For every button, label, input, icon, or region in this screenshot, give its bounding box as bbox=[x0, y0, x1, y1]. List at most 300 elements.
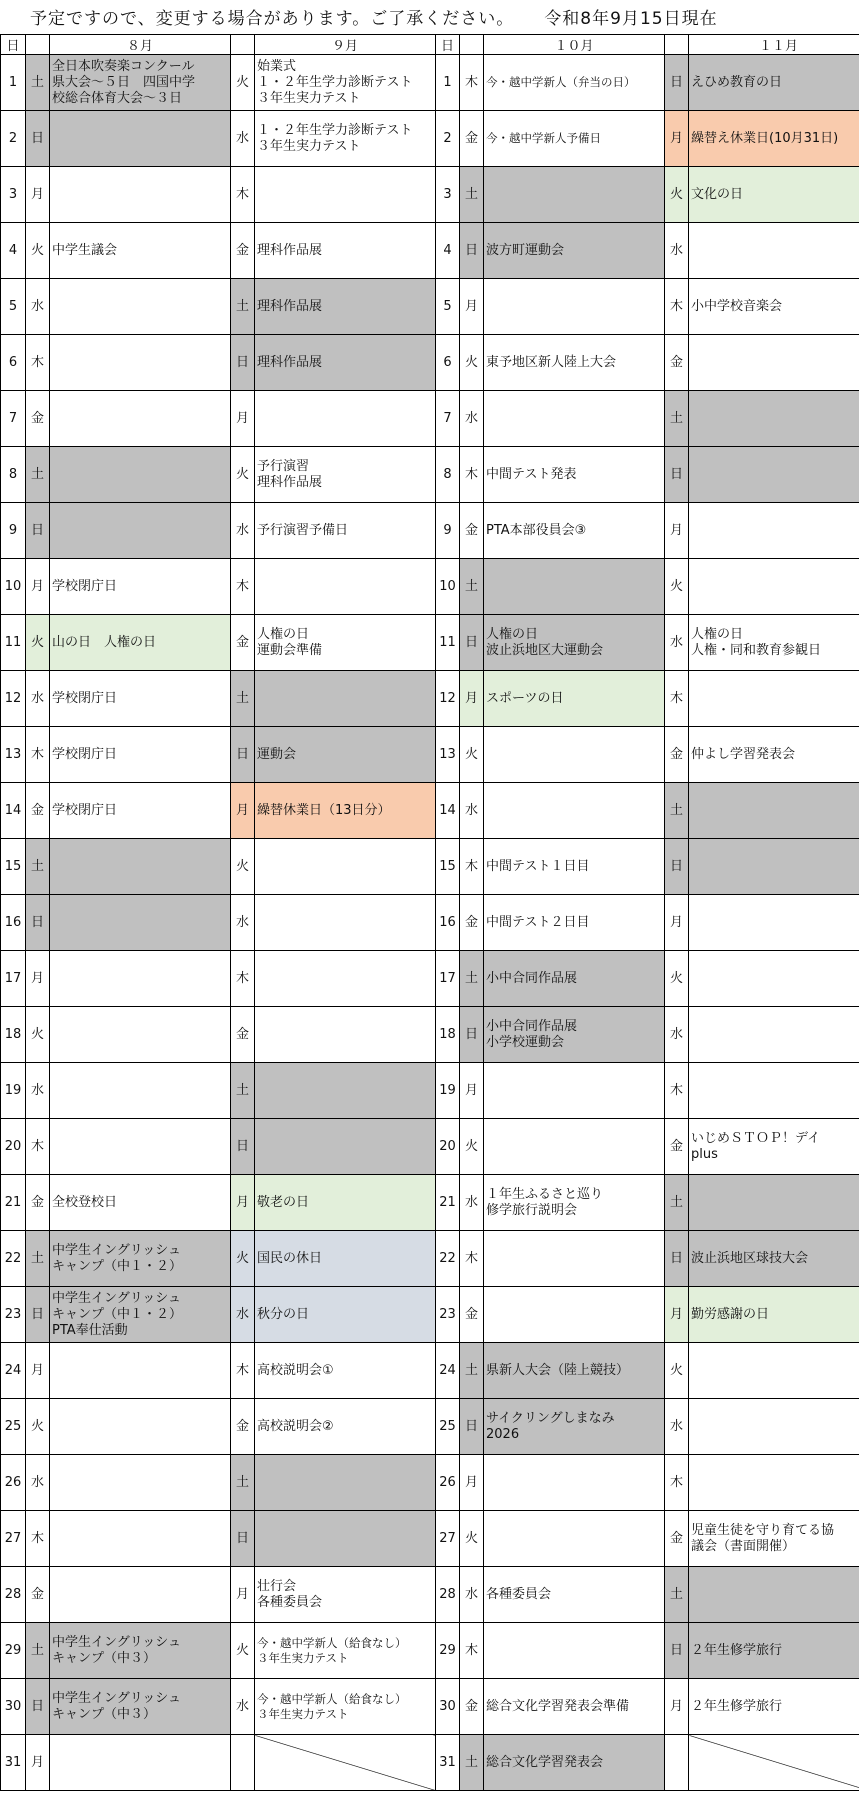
day-number-2: 3 bbox=[436, 167, 460, 223]
event-sep bbox=[255, 1511, 436, 1567]
calendar-row bbox=[1, 391, 859, 447]
event-sep: 理科作品展 bbox=[255, 335, 436, 391]
weekday-nov: 日 bbox=[665, 55, 689, 111]
weekday-oct: 木 bbox=[460, 55, 484, 111]
event-aug: 学校閉庁日 bbox=[50, 727, 231, 783]
weekday-sep bbox=[231, 1735, 255, 1791]
weekday-oct: 月 bbox=[460, 1455, 484, 1511]
weekday-sep: 火 bbox=[231, 55, 255, 111]
event-sep: 理科作品展 bbox=[255, 223, 436, 279]
day-number-2: 8 bbox=[436, 447, 460, 503]
weekday-sep: 火 bbox=[231, 447, 255, 503]
event-sep: 予行演習 理科作品展 bbox=[255, 447, 436, 503]
day-number: 4 bbox=[1, 223, 26, 279]
weekday-nov: 日 bbox=[665, 447, 689, 503]
event-aug: 全日本吹奏楽コンクール 県大会～５日 四国中学 校総合体育大会～３日 bbox=[50, 55, 231, 111]
day-number: 20 bbox=[1, 1119, 26, 1175]
weekday-sep: 日 bbox=[231, 727, 255, 783]
calendar-row bbox=[1, 503, 859, 559]
event-oct bbox=[484, 1455, 665, 1511]
event-aug bbox=[50, 951, 231, 1007]
calendar-row bbox=[1, 559, 859, 615]
weekday-oct: 金 bbox=[460, 503, 484, 559]
event-aug bbox=[50, 391, 231, 447]
weekday-sep: 木 bbox=[231, 167, 255, 223]
weekday-aug: 月 bbox=[26, 1343, 50, 1399]
weekday-sep: 日 bbox=[231, 1119, 255, 1175]
weekday-sep: 金 bbox=[231, 1399, 255, 1455]
calendar-row bbox=[1, 1567, 859, 1623]
event-oct bbox=[484, 783, 665, 839]
event-oct: 小中合同作品展 bbox=[484, 951, 665, 1007]
weekday-aug: 火 bbox=[26, 615, 50, 671]
day-number-2: 13 bbox=[436, 727, 460, 783]
event-oct bbox=[484, 1287, 665, 1343]
calendar-row bbox=[1, 1231, 859, 1287]
weekday-sep: 土 bbox=[231, 1455, 255, 1511]
event-sep bbox=[255, 391, 436, 447]
day-number-2: 9 bbox=[436, 503, 460, 559]
event-nov: 仲よし学習発表会 bbox=[689, 727, 859, 783]
event-aug: 山の日 人権の日 bbox=[50, 615, 231, 671]
weekday-sep: 日 bbox=[231, 1511, 255, 1567]
calendar-row bbox=[1, 1735, 859, 1791]
event-nov bbox=[689, 447, 859, 503]
event-sep: 人権の日 運動会準備 bbox=[255, 615, 436, 671]
weekday-nov: 土 bbox=[665, 1567, 689, 1623]
event-nov bbox=[689, 839, 859, 895]
event-nov: 人権の日 人権・同和教育参観日 bbox=[689, 615, 859, 671]
event-sep: 敬老の日 bbox=[255, 1175, 436, 1231]
day-number: 29 bbox=[1, 1623, 26, 1679]
event-oct bbox=[484, 391, 665, 447]
day-header: 日 bbox=[1, 35, 26, 55]
day-number: 19 bbox=[1, 1063, 26, 1119]
event-aug bbox=[50, 447, 231, 503]
weekday-aug: 水 bbox=[26, 1455, 50, 1511]
day-number: 15 bbox=[1, 839, 26, 895]
day-number: 7 bbox=[1, 391, 26, 447]
weekday-nov: 月 bbox=[665, 895, 689, 951]
weekday-sep: 水 bbox=[231, 1679, 255, 1735]
weekday-oct: 水 bbox=[460, 391, 484, 447]
weekday-aug: 木 bbox=[26, 335, 50, 391]
day-number-2: 23 bbox=[436, 1287, 460, 1343]
weekday-nov: 土 bbox=[665, 1175, 689, 1231]
calendar-row bbox=[1, 447, 859, 503]
weekday-aug: 月 bbox=[26, 1735, 50, 1791]
weekday-nov: 金 bbox=[665, 1119, 689, 1175]
event-oct: 波方町運動会 bbox=[484, 223, 665, 279]
month-header-sep: ９月 bbox=[255, 35, 436, 55]
event-nov bbox=[689, 783, 859, 839]
weekday-aug: 水 bbox=[26, 671, 50, 727]
weekday-sep: 月 bbox=[231, 783, 255, 839]
day-number: 27 bbox=[1, 1511, 26, 1567]
day-number: 2 bbox=[1, 111, 26, 167]
event-nov bbox=[689, 391, 859, 447]
weekday-oct: 火 bbox=[460, 727, 484, 783]
day-number-2: 29 bbox=[436, 1623, 460, 1679]
event-nov bbox=[689, 951, 859, 1007]
weekday-nov: 水 bbox=[665, 615, 689, 671]
weekday-oct: 土 bbox=[460, 559, 484, 615]
event-nov: ２年生修学旅行 bbox=[689, 1623, 859, 1679]
event-oct bbox=[484, 167, 665, 223]
weekday-oct: 木 bbox=[460, 1623, 484, 1679]
event-aug bbox=[50, 1567, 231, 1623]
event-sep: 今・越中学新人（給食なし） ３年生実力テスト bbox=[255, 1623, 436, 1679]
event-aug bbox=[50, 1455, 231, 1511]
day-number-2: 14 bbox=[436, 783, 460, 839]
day-number: 17 bbox=[1, 951, 26, 1007]
event-sep bbox=[255, 1455, 436, 1511]
calendar-row bbox=[1, 1287, 859, 1343]
calendar-row bbox=[1, 111, 859, 167]
day-number: 26 bbox=[1, 1455, 26, 1511]
day-number-2: 27 bbox=[436, 1511, 460, 1567]
weekday-aug: 木 bbox=[26, 727, 50, 783]
weekday-aug: 水 bbox=[26, 1063, 50, 1119]
day-number-2: 7 bbox=[436, 391, 460, 447]
weekday-nov: 日 bbox=[665, 839, 689, 895]
event-nov: 小中学校音楽会 bbox=[689, 279, 859, 335]
event-sep: 繰替休業日（13日分） bbox=[255, 783, 436, 839]
event-aug bbox=[50, 335, 231, 391]
weekday-nov: 木 bbox=[665, 671, 689, 727]
event-aug: 中学生イングリッシュ キャンプ（中３） bbox=[50, 1679, 231, 1735]
calendar-row bbox=[1, 1455, 859, 1511]
weekday-nov: 月 bbox=[665, 503, 689, 559]
event-aug bbox=[50, 895, 231, 951]
weekday-aug: 土 bbox=[26, 1623, 50, 1679]
event-oct: スポーツの日 bbox=[484, 671, 665, 727]
weekday-oct: 木 bbox=[460, 447, 484, 503]
event-oct: 東予地区新人陸上大会 bbox=[484, 335, 665, 391]
event-sep bbox=[255, 559, 436, 615]
weekday-aug: 土 bbox=[26, 447, 50, 503]
day-number: 12 bbox=[1, 671, 26, 727]
weekday-oct: 水 bbox=[460, 1567, 484, 1623]
weekday-aug: 木 bbox=[26, 1511, 50, 1567]
weekday-sep: 木 bbox=[231, 1343, 255, 1399]
weekday-aug: 日 bbox=[26, 111, 50, 167]
event-sep bbox=[255, 1007, 436, 1063]
weekday-oct: 日 bbox=[460, 1399, 484, 1455]
event-oct: 中間テスト発表 bbox=[484, 447, 665, 503]
event-aug bbox=[50, 1735, 231, 1791]
event-aug bbox=[50, 1007, 231, 1063]
event-nov bbox=[689, 671, 859, 727]
event-sep: 高校説明会① bbox=[255, 1343, 436, 1399]
event-oct: 中間テスト１日目 bbox=[484, 839, 665, 895]
event-nov bbox=[689, 1343, 859, 1399]
weekday-oct: 月 bbox=[460, 279, 484, 335]
day-number-2: 12 bbox=[436, 671, 460, 727]
event-sep bbox=[255, 895, 436, 951]
day-number: 8 bbox=[1, 447, 26, 503]
day-number-2: 24 bbox=[436, 1343, 460, 1399]
calendar-table bbox=[0, 34, 859, 1791]
calendar-row bbox=[1, 55, 859, 111]
weekday-sep: 火 bbox=[231, 1623, 255, 1679]
event-nov bbox=[689, 503, 859, 559]
weekday-aug: 月 bbox=[26, 167, 50, 223]
weekday-oct: 火 bbox=[460, 1119, 484, 1175]
weekday-aug: 火 bbox=[26, 1007, 50, 1063]
as-of-date: 令和8年9月15日現在 bbox=[544, 9, 718, 29]
weekday-oct: 木 bbox=[460, 1231, 484, 1287]
event-aug bbox=[50, 1063, 231, 1119]
event-oct: 総合文化学習発表会準備 bbox=[484, 1679, 665, 1735]
weekday-nov: 水 bbox=[665, 223, 689, 279]
day-number: 24 bbox=[1, 1343, 26, 1399]
day-number-2: 16 bbox=[436, 895, 460, 951]
weekday-sep: 水 bbox=[231, 895, 255, 951]
event-oct: PTA本部役員会③ bbox=[484, 503, 665, 559]
event-aug: 中学生イングリッシュ キャンプ（中３） bbox=[50, 1623, 231, 1679]
event-nov bbox=[689, 1399, 859, 1455]
weekday-oct: 土 bbox=[460, 951, 484, 1007]
nonexistent-day-sep bbox=[255, 1735, 436, 1791]
event-nov: 文化の日 bbox=[689, 167, 859, 223]
day-number-2: 6 bbox=[436, 335, 460, 391]
weekday-sep: 水 bbox=[231, 1287, 255, 1343]
weekday-sep: 火 bbox=[231, 1231, 255, 1287]
weekday-aug: 日 bbox=[26, 895, 50, 951]
weekday-aug: 月 bbox=[26, 559, 50, 615]
month-header-nov-dow bbox=[665, 35, 689, 55]
day-number: 1 bbox=[1, 55, 26, 111]
event-sep bbox=[255, 951, 436, 1007]
day-number-2: 10 bbox=[436, 559, 460, 615]
event-nov bbox=[689, 1063, 859, 1119]
day-number: 10 bbox=[1, 559, 26, 615]
weekday-sep: 土 bbox=[231, 1063, 255, 1119]
event-sep: 壮行会 各種委員会 bbox=[255, 1567, 436, 1623]
event-aug bbox=[50, 1511, 231, 1567]
weekday-nov: 火 bbox=[665, 167, 689, 223]
weekday-nov: 木 bbox=[665, 1063, 689, 1119]
weekday-oct: 土 bbox=[460, 167, 484, 223]
weekday-sep: 月 bbox=[231, 391, 255, 447]
weekday-aug: 日 bbox=[26, 1287, 50, 1343]
event-oct bbox=[484, 1511, 665, 1567]
day-number: 28 bbox=[1, 1567, 26, 1623]
weekday-aug: 金 bbox=[26, 1567, 50, 1623]
weekday-nov: 火 bbox=[665, 1343, 689, 1399]
weekday-oct: 水 bbox=[460, 783, 484, 839]
event-nov bbox=[689, 1567, 859, 1623]
event-aug: 中学生議会 bbox=[50, 223, 231, 279]
weekday-nov: 金 bbox=[665, 335, 689, 391]
calendar-row bbox=[1, 1007, 859, 1063]
calendar-row bbox=[1, 1119, 859, 1175]
notice-text: 予定ですので、変更する場合があります。ご了承ください。 bbox=[30, 9, 515, 29]
event-nov: いじめＳＴＯＰ！デイ plus bbox=[689, 1119, 859, 1175]
weekday-oct: 火 bbox=[460, 335, 484, 391]
month-header-oct: １０月 bbox=[484, 35, 665, 55]
event-oct: 今・越中学新人（弁当の日） bbox=[484, 55, 665, 111]
event-oct: １年生ふるさと巡り 修学旅行説明会 bbox=[484, 1175, 665, 1231]
calendar-row bbox=[1, 951, 859, 1007]
calendar-row bbox=[1, 783, 859, 839]
event-nov: ２年生修学旅行 bbox=[689, 1679, 859, 1735]
event-aug bbox=[50, 1119, 231, 1175]
event-oct: 今・越中学新人予備日 bbox=[484, 111, 665, 167]
calendar-row bbox=[1, 671, 859, 727]
event-oct bbox=[484, 1231, 665, 1287]
day-number-2: 2 bbox=[436, 111, 460, 167]
event-sep bbox=[255, 1063, 436, 1119]
day-number: 14 bbox=[1, 783, 26, 839]
calendar-row bbox=[1, 223, 859, 279]
weekday-nov: 月 bbox=[665, 111, 689, 167]
event-oct: 県新人大会（陸上競技） bbox=[484, 1343, 665, 1399]
event-oct: サイクリングしまなみ 2026 bbox=[484, 1399, 665, 1455]
weekday-nov: 土 bbox=[665, 783, 689, 839]
weekday-sep: 金 bbox=[231, 223, 255, 279]
event-sep: 国民の休日 bbox=[255, 1231, 436, 1287]
calendar-row bbox=[1, 839, 859, 895]
event-aug bbox=[50, 1343, 231, 1399]
day-number: 22 bbox=[1, 1231, 26, 1287]
event-nov bbox=[689, 559, 859, 615]
event-sep bbox=[255, 167, 436, 223]
notice-line bbox=[0, 0, 859, 34]
event-aug bbox=[50, 1399, 231, 1455]
event-sep: 今・越中学新人（給食なし） ３年生実力テスト bbox=[255, 1679, 436, 1735]
weekday-nov: 金 bbox=[665, 727, 689, 783]
weekday-aug: 日 bbox=[26, 1679, 50, 1735]
weekday-oct: 日 bbox=[460, 223, 484, 279]
day-number: 3 bbox=[1, 167, 26, 223]
weekday-sep: 水 bbox=[231, 503, 255, 559]
day-number: 9 bbox=[1, 503, 26, 559]
header-row bbox=[1, 35, 859, 55]
weekday-aug: 木 bbox=[26, 1119, 50, 1175]
weekday-aug: 金 bbox=[26, 783, 50, 839]
weekday-nov: 木 bbox=[665, 279, 689, 335]
calendar-row bbox=[1, 1175, 859, 1231]
event-sep: １・２年生学力診断テスト ３年生実力テスト bbox=[255, 111, 436, 167]
day-number: 16 bbox=[1, 895, 26, 951]
event-oct: 人権の日 波止浜地区大運動会 bbox=[484, 615, 665, 671]
day-number-2: 21 bbox=[436, 1175, 460, 1231]
calendar-body bbox=[1, 55, 859, 1791]
calendar-row bbox=[1, 1679, 859, 1735]
event-sep bbox=[255, 671, 436, 727]
month-header-sep-dow bbox=[231, 35, 255, 55]
event-oct bbox=[484, 1063, 665, 1119]
day-header-2: 日 bbox=[436, 35, 460, 55]
event-nov: 繰替え休業日(10月31日) bbox=[689, 111, 859, 167]
nonexistent-day-nov bbox=[689, 1735, 859, 1791]
calendar-row bbox=[1, 1343, 859, 1399]
event-aug bbox=[50, 111, 231, 167]
event-sep bbox=[255, 839, 436, 895]
weekday-aug: 火 bbox=[26, 223, 50, 279]
day-number: 5 bbox=[1, 279, 26, 335]
weekday-oct: 木 bbox=[460, 839, 484, 895]
weekday-sep: 火 bbox=[231, 839, 255, 895]
calendar-row bbox=[1, 1063, 859, 1119]
event-sep: 秋分の日 bbox=[255, 1287, 436, 1343]
weekday-oct: 火 bbox=[460, 1511, 484, 1567]
event-aug bbox=[50, 279, 231, 335]
weekday-nov: 木 bbox=[665, 1455, 689, 1511]
event-sep: 始業式 １・２年生学力診断テスト ３年生実力テスト bbox=[255, 55, 436, 111]
weekday-oct: 月 bbox=[460, 1063, 484, 1119]
event-aug: 中学生イングリッシュ キャンプ（中１・２） bbox=[50, 1231, 231, 1287]
month-header-aug: ８月 bbox=[50, 35, 231, 55]
weekday-aug: 金 bbox=[26, 391, 50, 447]
weekday-sep: 金 bbox=[231, 615, 255, 671]
day-number: 13 bbox=[1, 727, 26, 783]
day-number-2: 5 bbox=[436, 279, 460, 335]
weekday-sep: 水 bbox=[231, 111, 255, 167]
event-aug: 学校閉庁日 bbox=[50, 783, 231, 839]
weekday-oct: 金 bbox=[460, 1287, 484, 1343]
day-number-2: 1 bbox=[436, 55, 460, 111]
weekday-aug: 土 bbox=[26, 55, 50, 111]
weekday-oct: 月 bbox=[460, 671, 484, 727]
weekday-aug: 火 bbox=[26, 1399, 50, 1455]
day-number-2: 19 bbox=[436, 1063, 460, 1119]
weekday-oct: 土 bbox=[460, 1343, 484, 1399]
weekday-oct: 土 bbox=[460, 1735, 484, 1791]
day-number: 21 bbox=[1, 1175, 26, 1231]
event-oct bbox=[484, 1623, 665, 1679]
calendar-row bbox=[1, 727, 859, 783]
day-number: 23 bbox=[1, 1287, 26, 1343]
weekday-oct: 日 bbox=[460, 615, 484, 671]
event-oct: 小中合同作品展 小学校運動会 bbox=[484, 1007, 665, 1063]
event-nov bbox=[689, 223, 859, 279]
weekday-aug: 日 bbox=[26, 503, 50, 559]
event-aug: 学校閉庁日 bbox=[50, 559, 231, 615]
weekday-sep: 月 bbox=[231, 1567, 255, 1623]
calendar-row bbox=[1, 167, 859, 223]
event-aug: 中学生イングリッシュ キャンプ（中１・２） PTA奉仕活動 bbox=[50, 1287, 231, 1343]
calendar-row bbox=[1, 335, 859, 391]
weekday-oct: 金 bbox=[460, 111, 484, 167]
event-oct bbox=[484, 559, 665, 615]
event-sep: 理科作品展 bbox=[255, 279, 436, 335]
event-nov: 波止浜地区球技大会 bbox=[689, 1231, 859, 1287]
weekday-sep: 日 bbox=[231, 335, 255, 391]
day-number-2: 4 bbox=[436, 223, 460, 279]
weekday-oct: 金 bbox=[460, 1679, 484, 1735]
weekday-sep: 土 bbox=[231, 671, 255, 727]
day-number-2: 28 bbox=[436, 1567, 460, 1623]
event-sep bbox=[255, 1119, 436, 1175]
event-nov bbox=[689, 1455, 859, 1511]
day-number: 18 bbox=[1, 1007, 26, 1063]
event-aug: 全校登校日 bbox=[50, 1175, 231, 1231]
event-sep: 運動会 bbox=[255, 727, 436, 783]
weekday-nov: 火 bbox=[665, 951, 689, 1007]
weekday-sep: 金 bbox=[231, 1007, 255, 1063]
day-number-2: 11 bbox=[436, 615, 460, 671]
day-number-2: 17 bbox=[436, 951, 460, 1007]
day-number: 11 bbox=[1, 615, 26, 671]
event-oct bbox=[484, 1119, 665, 1175]
event-aug bbox=[50, 839, 231, 895]
weekday-sep: 土 bbox=[231, 279, 255, 335]
event-nov bbox=[689, 1175, 859, 1231]
weekday-aug: 月 bbox=[26, 951, 50, 1007]
